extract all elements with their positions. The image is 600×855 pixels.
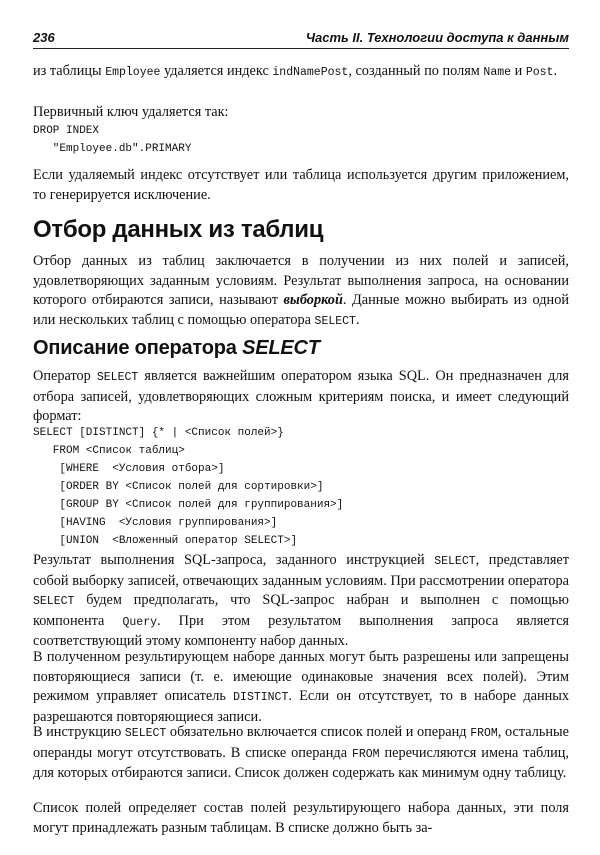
subsection-heading: Описание оператора SELECT: [33, 337, 320, 359]
code-line: DROP INDEX: [33, 125, 100, 137]
paragraph-exception: Если удаляемый индекс отсутствует или таблица используется другим приложением, то генерируется исключение.: [33, 167, 569, 203]
code-line: [WHERE <Условия отбора>]: [33, 463, 225, 475]
page-header: [33, 28, 569, 49]
code-listing-select-syntax: [33, 424, 569, 550]
running-title: Часть II. Технологии доступа к данным: [305, 30, 569, 45]
code-line: [HAVING <Условия группирования>]: [33, 517, 278, 529]
code-listing-drop-index: [33, 122, 569, 158]
paragraph-query-result: Результат выполнения SQL-запроса, заданного инструкцией SELECT, представляет собой выборку записей, отвечающих заданным условиям. При рассмотрении оператора SELECT будем предполагать, что SQL-запрос набран и выполнен с помощью компонента Query. При этом результатом выполнения запроса является соответствующий этому компоненту набор данных.: [33, 552, 570, 649]
code-term: Post: [525, 66, 554, 79]
page-number: 236: [33, 30, 55, 45]
code-line: "Employee.db".PRIMARY: [33, 143, 192, 155]
code-term: Employee: [105, 66, 161, 79]
paragraph-from-operand: В инструкцию SELECT обязательно включается список полей и операнд FROM, остальные операнды могут отсутствовать. В списке операнда FROM перечисляются имена таблиц, для которых отбираются записи. Список должен содержать как минимум одну таблицу.: [33, 724, 570, 781]
code-line: [ORDER BY <Список полей для сортировки>]: [33, 481, 324, 493]
code-line: FROM <Список таблиц>: [33, 445, 185, 457]
emphasis-term: выборкой: [283, 292, 343, 308]
code-term: Name: [483, 66, 512, 79]
section-heading: Отбор данных из таблиц: [33, 216, 324, 243]
code-term: SELECT: [124, 727, 167, 740]
paragraph-distinct: В полученном результирующем наборе данных могут быть разрешены или запрещены повторяющиеся записи (т. е. имеющие одинаковые значения всех полей). Этим режимом управляет описатель DISTINCT. Если он отсутствует, то в наборе данных разрешаются повторяющиеся записи.: [33, 649, 569, 725]
code-term: Query: [122, 615, 157, 629]
paragraph-select-description: Оператор SELECT является важнейшим оператором языка SQL. Он предназначен для отбора записей, удовлетворяющих сложным критериям поиска, и имеет следующий формат:: [33, 368, 569, 424]
paragraph-primary-key: Первичный ключ удаляется так:: [33, 104, 229, 120]
code-line: [GROUP BY <Список полей для группирования>]: [33, 499, 344, 511]
code-term: SELECT: [434, 555, 476, 568]
code-term: FROM: [351, 747, 380, 761]
paragraph-selection-intro: Отбор данных из таблиц заключается в получении из них полей и записей, удовлетворяющих заданным условиям. Результат выполнения запроса, на основании которого отбираются записи, называют выборкой. Данные можно выбирать из одной или нескольких таблиц с помощью оператора SELECT.: [33, 253, 569, 328]
code-term: SELECT: [33, 595, 75, 608]
code-term: FROM: [470, 727, 498, 740]
code-line: [UNION <Вложенный оператор SELECT>]: [33, 535, 298, 547]
code-term: SELECT: [314, 314, 356, 328]
code-term: SELECT: [96, 371, 139, 384]
code-term: indNamePost: [272, 66, 349, 79]
code-term: DISTINCT: [233, 691, 289, 704]
paragraph-field-list: Список полей определяет состав полей результирующего набора данных, эти поля могут принадлежать разным таблицам. В списке должно быть за-: [33, 800, 569, 836]
code-line: SELECT [DISTINCT] {* | <Список полей>}: [33, 427, 284, 439]
paragraph-index-removed: из таблицы Employee удаляется индекс indNamePost, созданный по полям Name и Post.: [33, 63, 558, 79]
